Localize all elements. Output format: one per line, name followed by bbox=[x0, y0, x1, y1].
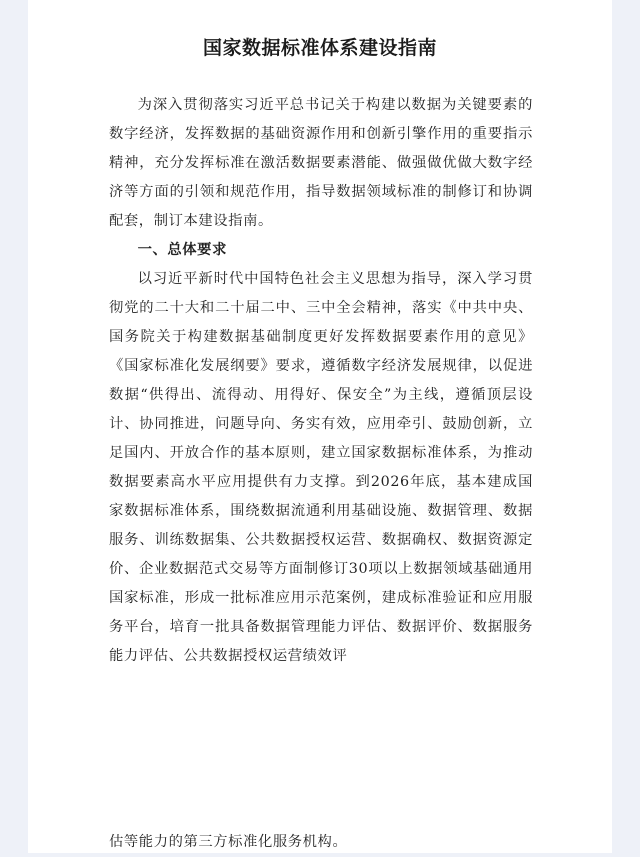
document-title: 国家数据标准体系建设指南 bbox=[202, 37, 437, 59]
document-page bbox=[28, 0, 612, 853]
paragraph-continuation: 估等能力的第三方标准化服务机构。 bbox=[109, 834, 348, 850]
document-body bbox=[109, 91, 533, 671]
intro-paragraph: 为深入贯彻落实习近平总书记关于构建以数据为关键要素的数字经济，发挥数据的基础资源作用和创新引擎作用的重要指示精神，充分发挥标准在激活数据要素潜能、做强做优做大数字经济等方面的引领和规范作用，指导数据领域标准的制修订和协调配套，制订本建设指南。 bbox=[109, 97, 533, 229]
section-heading: 一、总体要求 bbox=[137, 242, 227, 258]
section-paragraph: 以习近平新时代中国特色社会主义思想为指导，深入学习贯彻党的二十大和二十届二中、三中全会精神，落实《中共中央、国务院关于构建数据基础制度更好发挥数据要素作用的意见》《国家标准化发展纲要》要求，遵循数字经济发展规律，以促进数据“供得出、流得动、用得好、保安全”为主线，遵循顶层设计、协同推进，问题导向、务实有效，应用牵引、鼓励创新，立足国内、开放合作的基本原则，建立国家数据标准体系，为推动数据要素高水平应用提供有力支撑。到2026年底，基本建成国家数据标准体系，围绕数据流通利用基础设施、数据管理、数据服务、训练数据集、公共数据授权运营、数据确权、数据资源定价、企业数据范式交易等方面制修订30项以上数据领域基础通用国家标准，形成一批标准应用示范案例，建成标准验证和应用服务平台，培育一批具备数据管理能力评估、数据评价、数据服务能力评估、公共数据授权运营绩效评 bbox=[109, 271, 533, 664]
